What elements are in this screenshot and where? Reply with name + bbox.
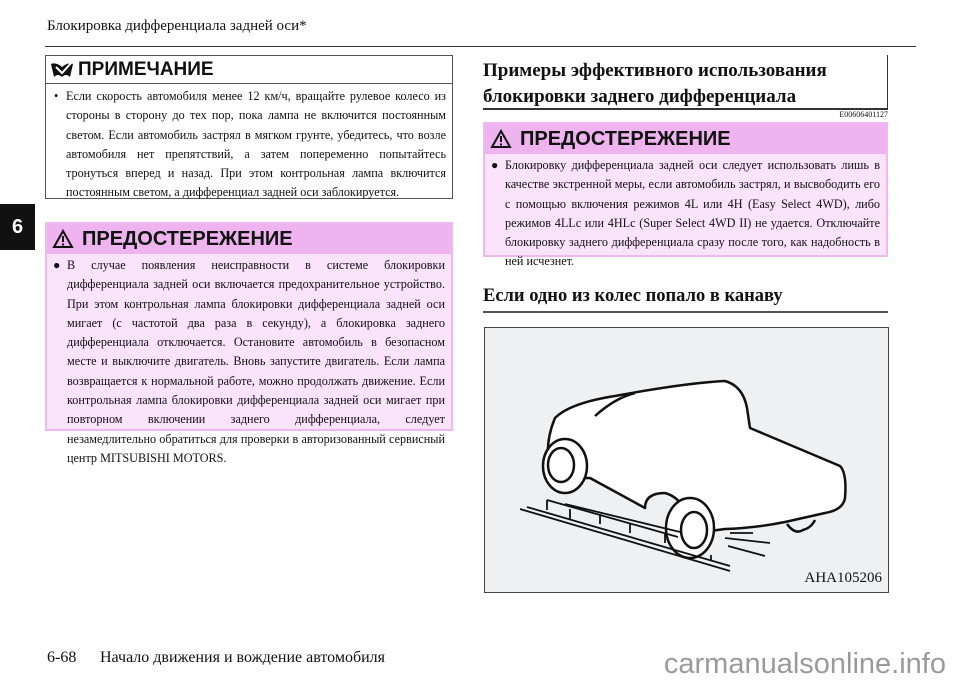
section-heading: Примеры эффективного использования блокировки заднего дифференциала [483,55,888,110]
warning-text: Блокировку дифференциала задней оси следует использовать лишь в качестве экстренной меры, если автомобиль застрял, и высвободить его с помощью включения режимов 4L или 4H (Easy Select 4WD), либо режимов 4LLc или 4HLc (Super Select 4WD II) не удается. Отключайте блокировку заднего дифференциала сразу после того, как надобность в ней исчезнет. [505,158,880,269]
note-title: ПРИМЕЧАНИЕ [78,58,214,80]
figure-label: AHA105206 [804,570,882,586]
warning-text: В случае появления неисправности в системе блокировки дифференциала задней оси включается предохранительное устройство. При этом контрольная лампа блокировки дифференциала задней оси мигает (с частотой два раза в секунду), а блокировка заднего дифференциала отключается. Остановите автомобиль в безопасном месте и выключите двигатель. Вновь запустите двигатель. Если лампа возвращается к нормальной работе, можно продолжать движение. Если контрольная лампа блокировки дифференциала задней оси мигает при повторном включении заднего дифференциала, следует незамедлительно обратиться для проверки в авторизованный сервисный центр MITSUBISHI MOTORS. [67,258,445,465]
subsection-divider [483,311,888,313]
warning-body [485,154,886,272]
warning-title: ПРЕДОСТЕРЕЖЕНИЕ [82,227,293,250]
figure-car-in-ditch [484,327,889,593]
warning-header [47,224,451,254]
section-code: E00606401127 [839,110,888,119]
bullet: ● [53,258,61,272]
note-body [46,84,452,203]
page-number: 6-68 [47,649,77,666]
subsection-heading: Если одно из колес попало в канаву [483,286,783,306]
header-divider [45,46,916,47]
warning-title: ПРЕДОСТЕРЕЖЕНИЕ [520,127,731,150]
warning-body [47,254,451,468]
bullet: ● [491,158,499,172]
running-header: Блокировка дифференциала задней оси* [47,18,307,34]
warning-triangle-icon [52,229,74,249]
warning-box-left [45,222,453,465]
footer-title: Начало движения и вождение автомобиля [100,649,386,666]
note-text: Если скорость автомобиля менее 12 км/ч, вращайте рулевое колесо из стороны в сторону до тех пор, пока лампа не включится постоянным светом. Если автомобиль застрял в мягком грунте, убедитесь, что возле автомобиля нет препятствий, а затем попеременно попытайтесь тронуться вперед и назад. При этом контрольная лампа включится постоянным светом, а дифференциал задней оси заблокируется. [66,89,446,200]
warning-box-right [483,122,888,269]
car-in-ditch-illustration [485,328,888,592]
bullet: • [54,89,59,103]
note-box [45,55,453,199]
note-header [46,56,452,84]
warning-triangle-icon [490,129,512,149]
chapter-tab: 6 [0,204,35,250]
warning-header [485,124,886,154]
book-check-icon [50,61,74,79]
watermark: carmanualsonline.info [663,648,946,680]
